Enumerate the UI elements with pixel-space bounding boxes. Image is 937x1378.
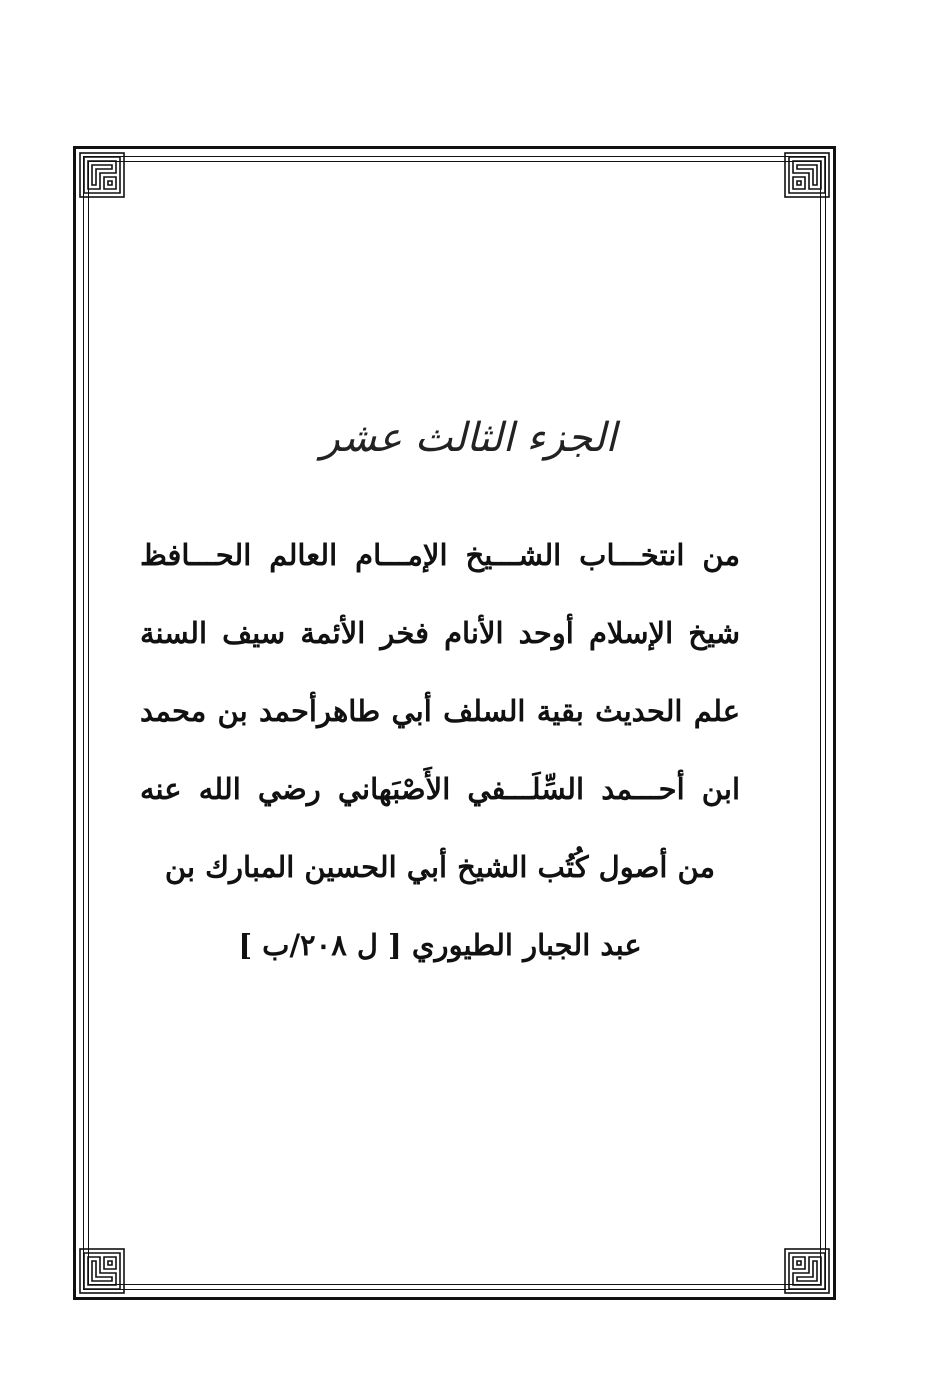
text-line: عبد الجبار الطيوري [ ل ٢٠٨/ب ]	[238, 928, 642, 962]
corner-ornament-icon	[78, 1247, 126, 1295]
text-line: ابن أحـــمد السِّلَـــفي الأَصْبَهاني رضي الله عنه	[140, 772, 740, 806]
text-line: من أصول كُتُب الشيخ أبي الحسين المبارك بن	[164, 850, 716, 884]
text-line: علم الحديث بقية السلف أبي طاهرأحمد بن محمد	[140, 694, 740, 728]
text-line: من انتخـــاب الشـــيخ الإمـــام العالم الحـــافظ	[140, 538, 740, 572]
text-line: شيخ الإسلام أوحد الأنام فخر الأئمة سيف السنة	[140, 616, 740, 650]
title-page-body	[140, 527, 740, 995]
corner-ornament-icon	[783, 151, 831, 199]
corner-ornament-icon	[78, 151, 126, 199]
section-title: الجزء الثالث عشر	[320, 415, 617, 461]
corner-ornament-icon	[783, 1247, 831, 1295]
